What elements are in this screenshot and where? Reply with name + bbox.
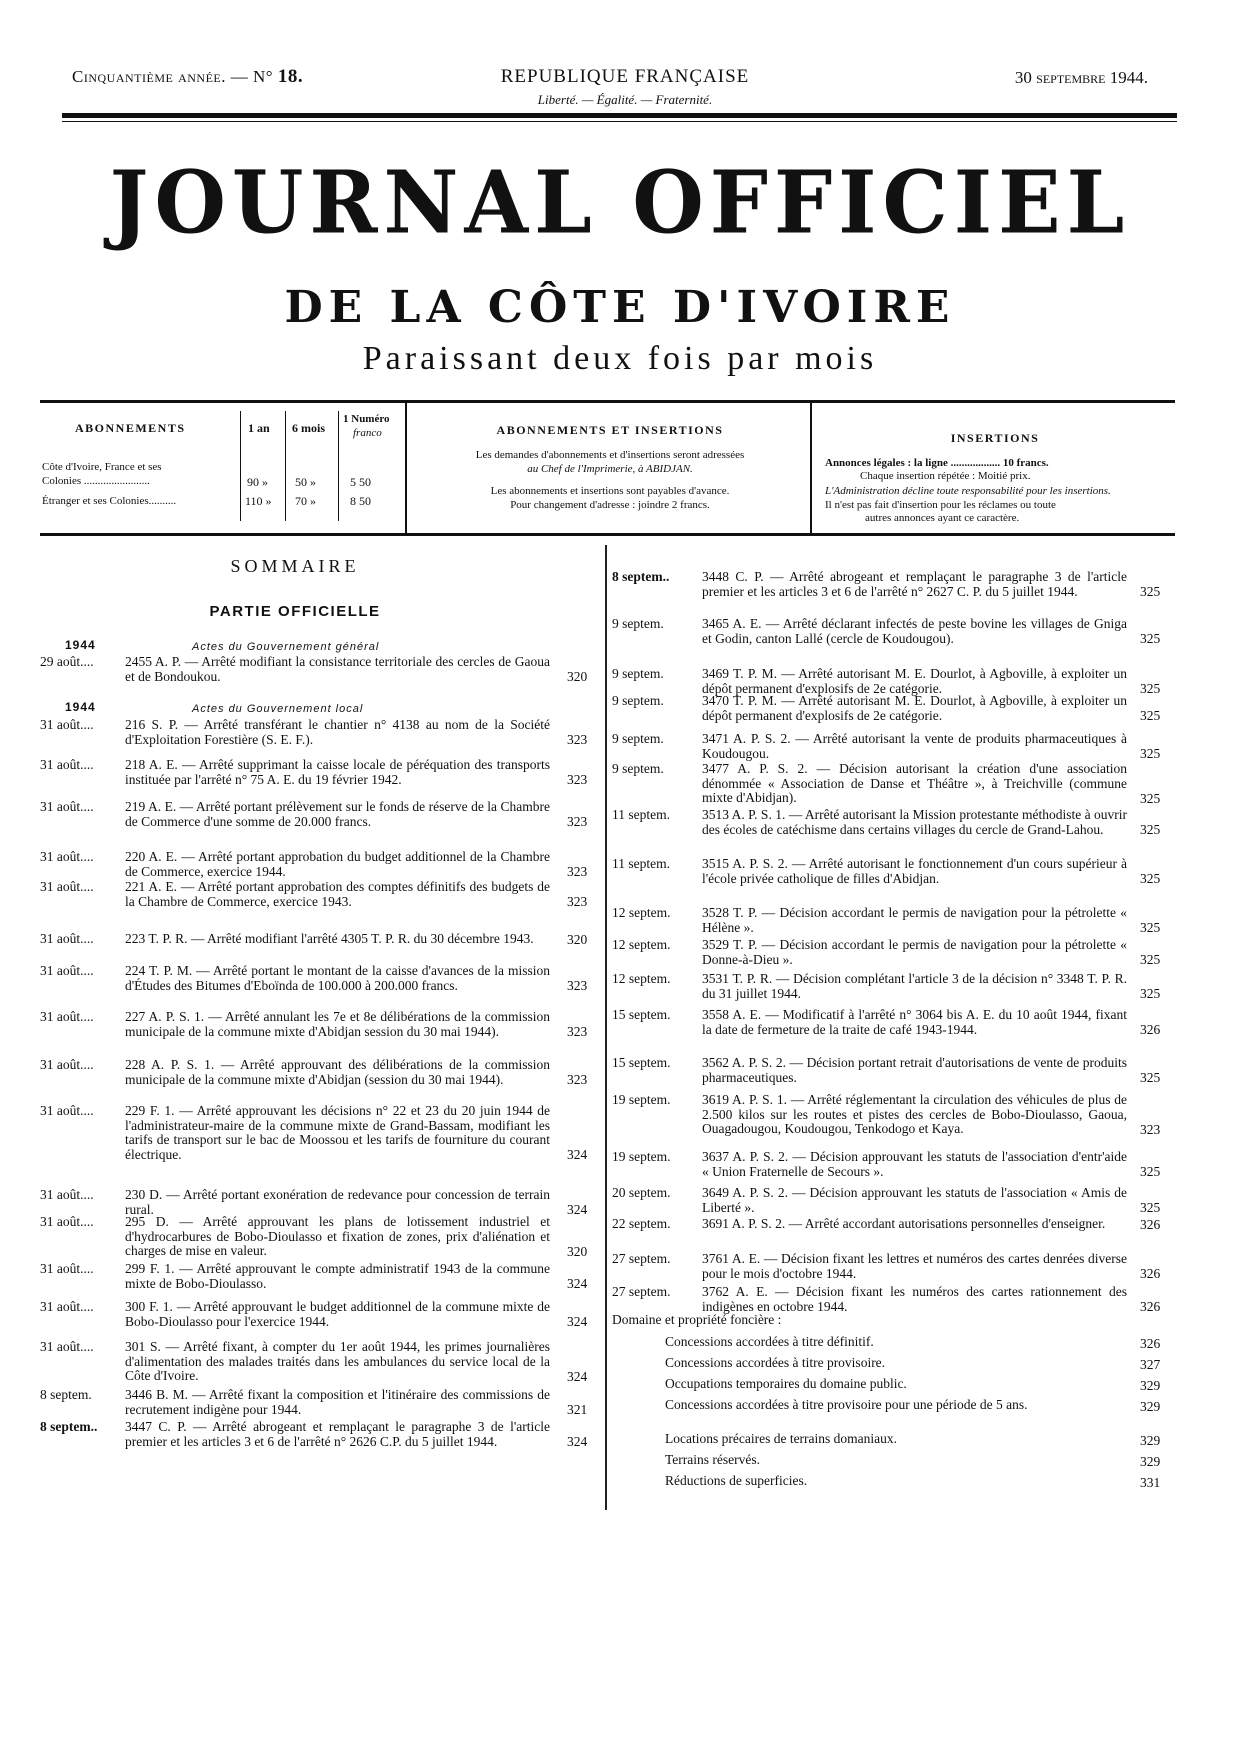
entry-page: 324 (567, 1147, 588, 1162)
entry-date: 31 août.... (40, 963, 94, 978)
entry-text: 3637 A. P. S. 2. — Décision approuvant les statuts de l'association d'entr'aide « Union Fraternelle de Secours ». (702, 1149, 1127, 1179)
entry-text: 227 A. P. S. 1. — Arrêté annulant les 7e et 8e délibérations de la commission municipale de la commune mixte d'Abidjan session du 30 mai 1944). (125, 1009, 550, 1039)
entry-text: 3513 A. P. S. 1. — Arrêté autorisant la Mission protestante méthodiste à ouvrir des écoles de catéchisme dans certains villages du cercle de Grand-Lahou. (702, 807, 1127, 837)
entry-page: 324 (567, 1202, 588, 1217)
entry-text: 3529 T. P. — Décision accordant le permis de navigation pour la pétrolette « Donne-à-Dieu ». (702, 937, 1127, 967)
row2-num: 8 50 (350, 494, 371, 508)
entry-text: 230 D. — Arrêté portant exonération de redevance pour concession de terrain rural. (125, 1187, 550, 1217)
motto: Liberté. — Égalité. — Fraternité. (537, 92, 713, 107)
entry-date: 31 août.... (40, 849, 94, 864)
entry-page: 326 (1140, 1022, 1161, 1037)
abo-line4: Pour changement d'adresse : joindre 2 francs. (510, 499, 710, 511)
republic-heading (440, 66, 810, 108)
header-rule-thin (62, 121, 1177, 122)
entry-date: 20 septem. (612, 1185, 671, 1200)
entry-text: 3448 C. P. — Arrêté abrogeant et remplaçant le paragraphe 3 de l'article premier et les articles 3 et 6 de l'arrêté n° 2627 C. P. du 5 juillet 1944. (702, 569, 1127, 599)
entry-date: 8 septem.. (40, 1419, 98, 1434)
divider (810, 403, 812, 533)
entry-page: 325 (1140, 790, 1161, 806)
issue-number: 18. (277, 66, 304, 87)
entry-date: 9 septem. (612, 693, 664, 708)
entry-date: 31 août.... (40, 1261, 94, 1276)
entry-text: 3469 T. P. M. — Arrêté autorisant M. E. Dourlot, à Agboville, à exploiter un dépôt permanent d'explosifs de 2e catégorie. (702, 666, 1127, 696)
row1-label-a: Côte d'Ivoire, France et ses (42, 461, 162, 473)
entry-date: 22 septem. (612, 1216, 671, 1231)
entry-text: 301 S. — Arrêté fixant, à compter du 1er août 1944, les primes journalières d'alimentation des malades traités dans les ambulances du service local de la Côte d'Ivoire. (125, 1339, 550, 1383)
entry-date: 31 août.... (40, 1103, 94, 1118)
domaine-page: 329 (1140, 1398, 1161, 1414)
entry-page: 325 (1140, 1164, 1161, 1179)
row2-6mois: 70 » (295, 494, 316, 508)
entry-text: 3649 A. P. S. 2. — Décision approuvant les statuts de l'association « Amis de Liberté ». (702, 1185, 1127, 1215)
entry-date: 31 août.... (40, 1339, 94, 1354)
entry-date: 8 septem. (40, 1387, 92, 1402)
entry-page: 324 (567, 1276, 588, 1291)
row1-1an: 90 » (247, 475, 268, 489)
sommaire-heading: SOMMAIRE (230, 556, 360, 576)
domaine-page: 327 (1140, 1356, 1161, 1372)
entry-page: 326 (1140, 1266, 1161, 1281)
row1-num: 5 50 (350, 475, 371, 489)
entry-page: 326 (1140, 1299, 1161, 1314)
entry-text: 3531 T. P. R. — Décision complétant l'article 3 de la décision n° 3348 T. P. R. du 31 juillet 1944. (702, 971, 1127, 1001)
entry-date: 9 septem. (612, 616, 664, 631)
entry-date: 31 août.... (40, 879, 94, 894)
entry-date: 15 septem. (612, 1007, 671, 1022)
entry-date: 31 août.... (40, 799, 94, 814)
entry-page: 325 (1140, 871, 1161, 886)
domaine-page: 331 (1140, 1474, 1161, 1490)
ins-line2: Chaque insertion répétée : Moitié prix. (860, 470, 1031, 482)
entry-page: 324 (567, 1368, 588, 1384)
domaine-text: Concessions accordées à titre provisoire. (665, 1355, 886, 1370)
entry-date: 12 septem. (612, 971, 671, 986)
entry-page: 323 (1140, 1121, 1161, 1137)
abo-insertions-heading: ABONNEMENTS ET INSERTIONS (496, 423, 724, 437)
row2-1an: 110 » (245, 494, 272, 508)
entry-page: 323 (567, 814, 588, 829)
entry-page: 323 (567, 772, 588, 787)
entry-text: 3558 A. E. — Modificatif à l'arrêté n° 3064 bis A. E. du 10 août 1944, fixant la date de fermeture de la traite de café 1943-1944. (702, 1007, 1127, 1037)
entry-date: 9 septem. (612, 761, 664, 776)
entry-date: 12 septem. (612, 937, 671, 952)
column-divider (605, 545, 607, 1510)
entry-page: 325 (1140, 746, 1161, 761)
entry-text: 3515 A. P. S. 2. — Arrêté autorisant le fonctionnement d'un cours supérieur à l'école privée catholique de filles d'Abidjan. (702, 856, 1127, 886)
entry-page: 325 (1140, 952, 1161, 967)
entry-text: 229 F. 1. — Arrêté approuvant les décisions n° 22 et 23 du 20 juin 1944 de l'administrateur-maire de la commune mixte de Grand-Bassam, modifiant les tarifs de transport sur le bac de Moossou et les tarifs de fourniture du courant électrique. (125, 1103, 550, 1162)
entry-date: 27 septem. (612, 1284, 671, 1299)
entry-page: 323 (567, 978, 588, 993)
entry-date: 19 septem. (612, 1092, 671, 1107)
publication-frequency: Paraissant deux fois par mois (362, 340, 878, 377)
entry-text: 299 F. 1. — Arrêté approuvant le compte administratif 1943 de la commune mixte de Bobo-Dioulasso. (125, 1261, 550, 1291)
entry-text: 3761 A. E. — Décision fixant les lettres et numéros des cartes denrées diverse pour le mois d'octobre 1944. (702, 1251, 1127, 1281)
col-6mois: 6 mois (292, 421, 325, 435)
entry-page: 323 (567, 864, 588, 879)
entry-page: 320 (567, 931, 588, 947)
ins-line4: Il n'est pas fait d'insertion pour les réclames ou toute (825, 499, 1056, 511)
entry-text: 3528 T. P. — Décision accordant le permis de navigation pour la pétrolette « Hélène ». (702, 905, 1127, 935)
entry-page: 323 (567, 1024, 588, 1039)
divider (285, 411, 286, 521)
section1-title: Actes du Gouvernement général (192, 641, 380, 653)
entry-date: 31 août.... (40, 1187, 94, 1202)
row1-label-b: Colonies ........................ (42, 475, 150, 487)
entry-date: 31 août.... (40, 1299, 94, 1314)
domaine-page: 329 (1140, 1453, 1161, 1469)
entry-page: 324 (567, 1434, 588, 1449)
entry-date: 19 septem. (612, 1149, 671, 1164)
entry-text: 223 T. P. R. — Arrêté modifiant l'arrêté 4305 T. P. R. du 30 décembre 1943. (125, 931, 534, 946)
journal-subtitle: DE LA CÔTE D'IVOIRE (284, 282, 956, 333)
domaine-page: 329 (1140, 1432, 1161, 1448)
domaine-text: Locations précaires de terrains domaniaux. (665, 1431, 898, 1446)
col-numero: 1 Numéro (343, 413, 390, 425)
entry-text: 300 F. 1. — Arrêté approuvant le budget additionnel de la commune mixte de Bobo-Dioulasso pour l'exercice 1944. (125, 1299, 550, 1329)
entry-page: 320 (567, 669, 588, 684)
ins-line1: Annonces légales : la ligne .................. 10 francs. (825, 457, 1049, 469)
entry-page: 325 (1140, 1070, 1161, 1085)
entry-text: 219 A. E. — Arrêté portant prélèvement sur le fonds de réserve de la Chambre de Commerce d'une somme de 20.000 francs. (125, 799, 550, 829)
entry-date: 11 septem. (612, 807, 670, 822)
col-franco: franco (353, 427, 382, 439)
entry-page: 321 (567, 1402, 588, 1417)
entry-date: 27 septem. (612, 1251, 671, 1266)
entry-date: 31 août.... (40, 1214, 94, 1229)
entry-page: 325 (1140, 986, 1161, 1001)
domaine-page: 326 (1140, 1335, 1161, 1351)
entry-page: 324 (567, 1314, 588, 1329)
entry-date: 11 septem. (612, 856, 670, 871)
entry-date: 8 septem.. (612, 569, 670, 584)
domaine-text: Concessions accordées à titre définitif. (665, 1334, 874, 1349)
journal-title: JOURNAL OFFICIEL (109, 152, 1131, 254)
entry-text: 221 A. E. — Arrêté portant approbation des comptes définitifs des budgets de la Chambre de Commerce, exercice 1943. (125, 879, 550, 909)
domaine-page: 329 (1140, 1377, 1161, 1393)
entry-date: 31 août.... (40, 931, 94, 946)
entry-text: 224 T. P. M. — Arrêté portant le montant de la caisse d'avances de la mission d'Études des Bitumes d'Eboïnda de 100.000 à 200.000 francs. (125, 963, 550, 993)
entry-text: 3446 B. M. — Arrêté fixant la composition et l'itinéraire des commissions de recrutement indigène pour 1944. (125, 1387, 550, 1417)
partie-officielle-heading: PARTIE OFFICIELLE (209, 603, 381, 620)
col-1an: 1 an (248, 421, 270, 435)
section1-year: 1944 (65, 638, 96, 652)
abo-line1: Les demandes d'abonnements et d'insertions seront adressées (475, 449, 745, 461)
entry-text: 2455 A. P. — Arrêté modifiant la consistance territoriale des cercles de Gaoua et de Bondoukou. (125, 654, 550, 684)
abo-line3: Les abonnements et insertions sont payables d'avance. (490, 485, 730, 497)
subscription-box (40, 400, 1175, 536)
subscriptions-heading: ABONNEMENTS (75, 421, 186, 435)
entry-page: 323 (567, 732, 588, 747)
ins-line3: L'Administration décline toute responsabilité pour les insertions. (825, 485, 1111, 497)
entry-text: 295 D. — Arrêté approuvant les plans de lotissement industriel et d'hydrocarbures de Bobo-Dioulasso et fixation de zones, prix d'aliénation et charges de mise en valeur. (125, 1214, 550, 1258)
entry-page: 323 (567, 1072, 588, 1087)
entry-date: 31 août.... (40, 717, 94, 732)
divider (338, 411, 339, 521)
entry-date: 9 septem. (612, 666, 664, 681)
row2-label: Étranger et ses Colonies.......... (42, 495, 177, 507)
entry-text: 216 S. P. — Arrêté transférant le chantier n° 4138 au nom de la Société d'Exploitation Forestière (S. E. F.). (125, 717, 550, 747)
row1-6mois: 50 » (295, 475, 316, 489)
entry-page: 325 (1140, 822, 1161, 837)
entry-page: 325 (1140, 584, 1161, 599)
entry-page: 325 (1140, 1200, 1161, 1215)
divider (240, 411, 241, 521)
entry-page: 320 (567, 1243, 588, 1259)
header-rule (62, 113, 1177, 118)
entry-text: 3619 A. P. S. 1. — Arrêté réglementant la circulation des véhicules de plus de 2.500 kilos sur les routes et pistes des cercles de Bobo-Dioulasso, Gaoua, Ouagadougou, Koudougou, Tenkodogo et Kaya. (702, 1092, 1127, 1136)
entry-text: 220 A. E. — Arrêté portant approbation du budget additionnel de la Chambre de Commerce, exercice 1944. (125, 849, 550, 879)
entry-page: 323 (567, 894, 588, 909)
entry-text: 3477 A. P. S. 2. — Décision autorisant la création d'une association dénommée « Association de Danse et Théâtre », à Treichville (commune mixte d'Abidjan). (702, 761, 1127, 805)
entry-text: 218 A. E. — Arrêté supprimant la caisse locale de péréquation des transports instituée par l'arrêté n° 75 A. E. du 19 février 1942. (125, 757, 550, 787)
entry-page: 325 (1140, 631, 1161, 646)
domaine-heading: Domaine et propriété foncière : (612, 1312, 782, 1327)
entry-date: 31 août.... (40, 757, 94, 772)
ins-line5: autres annonces ayant ce caractère. (865, 512, 1020, 524)
entry-page: 325 (1140, 708, 1161, 723)
entry-text: 3465 A. E. — Arrêté déclarant infectés de peste bovine les villages de Gniga et Godin, canton Lallé (cercle de Koudougou). (702, 616, 1127, 646)
entry-page: 325 (1140, 681, 1161, 696)
divider (405, 403, 407, 533)
abo-line2: au Chef de l'Imprimerie, à ABIDJAN. (527, 463, 693, 475)
section2-title: Actes du Gouvernement local (192, 703, 364, 715)
domaine-text: Terrains réservés. (665, 1452, 761, 1467)
entry-text: 3562 A. P. S. 2. — Décision portant retrait d'autorisations de vente de produits pharmaceutiques. (702, 1055, 1127, 1085)
domaine-text: Concessions accordées à titre provisoire pour une période de 5 ans. (665, 1397, 1028, 1412)
issue-info: Cinquantième année. — N° 18. (72, 66, 304, 87)
republic-title: REPUBLIQUE FRANÇAISE (500, 66, 750, 87)
entry-text: 3762 A. E. — Décision fixant les numéros des cartes rationnement des indigènes en octobre 1944. (702, 1284, 1127, 1314)
domaine-text: Occupations temporaires du domaine public. (665, 1376, 907, 1391)
entry-date: 12 septem. (612, 905, 671, 920)
entry-page: 325 (1140, 920, 1161, 935)
entry-date: 31 août.... (40, 1009, 94, 1024)
insertions-heading: INSERTIONS (950, 431, 1040, 445)
entry-date: 29 août.... (40, 654, 94, 669)
domaine-text: Réductions de superficies. (665, 1473, 808, 1488)
entry-text: 3470 T. P. M. — Arrêté autorisant M. E. Dourlot, à Agboville, à exploiter un dépôt permanent d'explosifs de 2e catégorie. (702, 693, 1127, 723)
entry-text: 3447 C. P. — Arrêté abrogeant et remplaçant le paragraphe 3 de l'article premier et les articles 3 et 6 de l'arrêté n° 2626 C.P. du 5 juillet 1944. (125, 1419, 550, 1449)
entry-date: 9 septem. (612, 731, 664, 746)
entry-page: 326 (1140, 1216, 1161, 1232)
section2-year: 1944 (65, 700, 96, 714)
entry-date: 31 août.... (40, 1057, 94, 1072)
entry-text: 3471 A. P. S. 2. — Arrêté autorisant la vente de produits pharmaceutiques à Koudougou. (702, 731, 1127, 761)
issue-date: 30 septembre 1944. (1014, 68, 1148, 87)
entry-text: 3691 A. P. S. 2. — Arrêté accordant autorisations personnelles d'enseigner. (702, 1216, 1106, 1231)
entry-text: 228 A. P. S. 1. — Arrêté approuvant des délibérations de la commission municipale de la commune mixte d'Abidjan (session du 30 mai 1944). (125, 1057, 550, 1087)
entry-date: 15 septem. (612, 1055, 671, 1070)
